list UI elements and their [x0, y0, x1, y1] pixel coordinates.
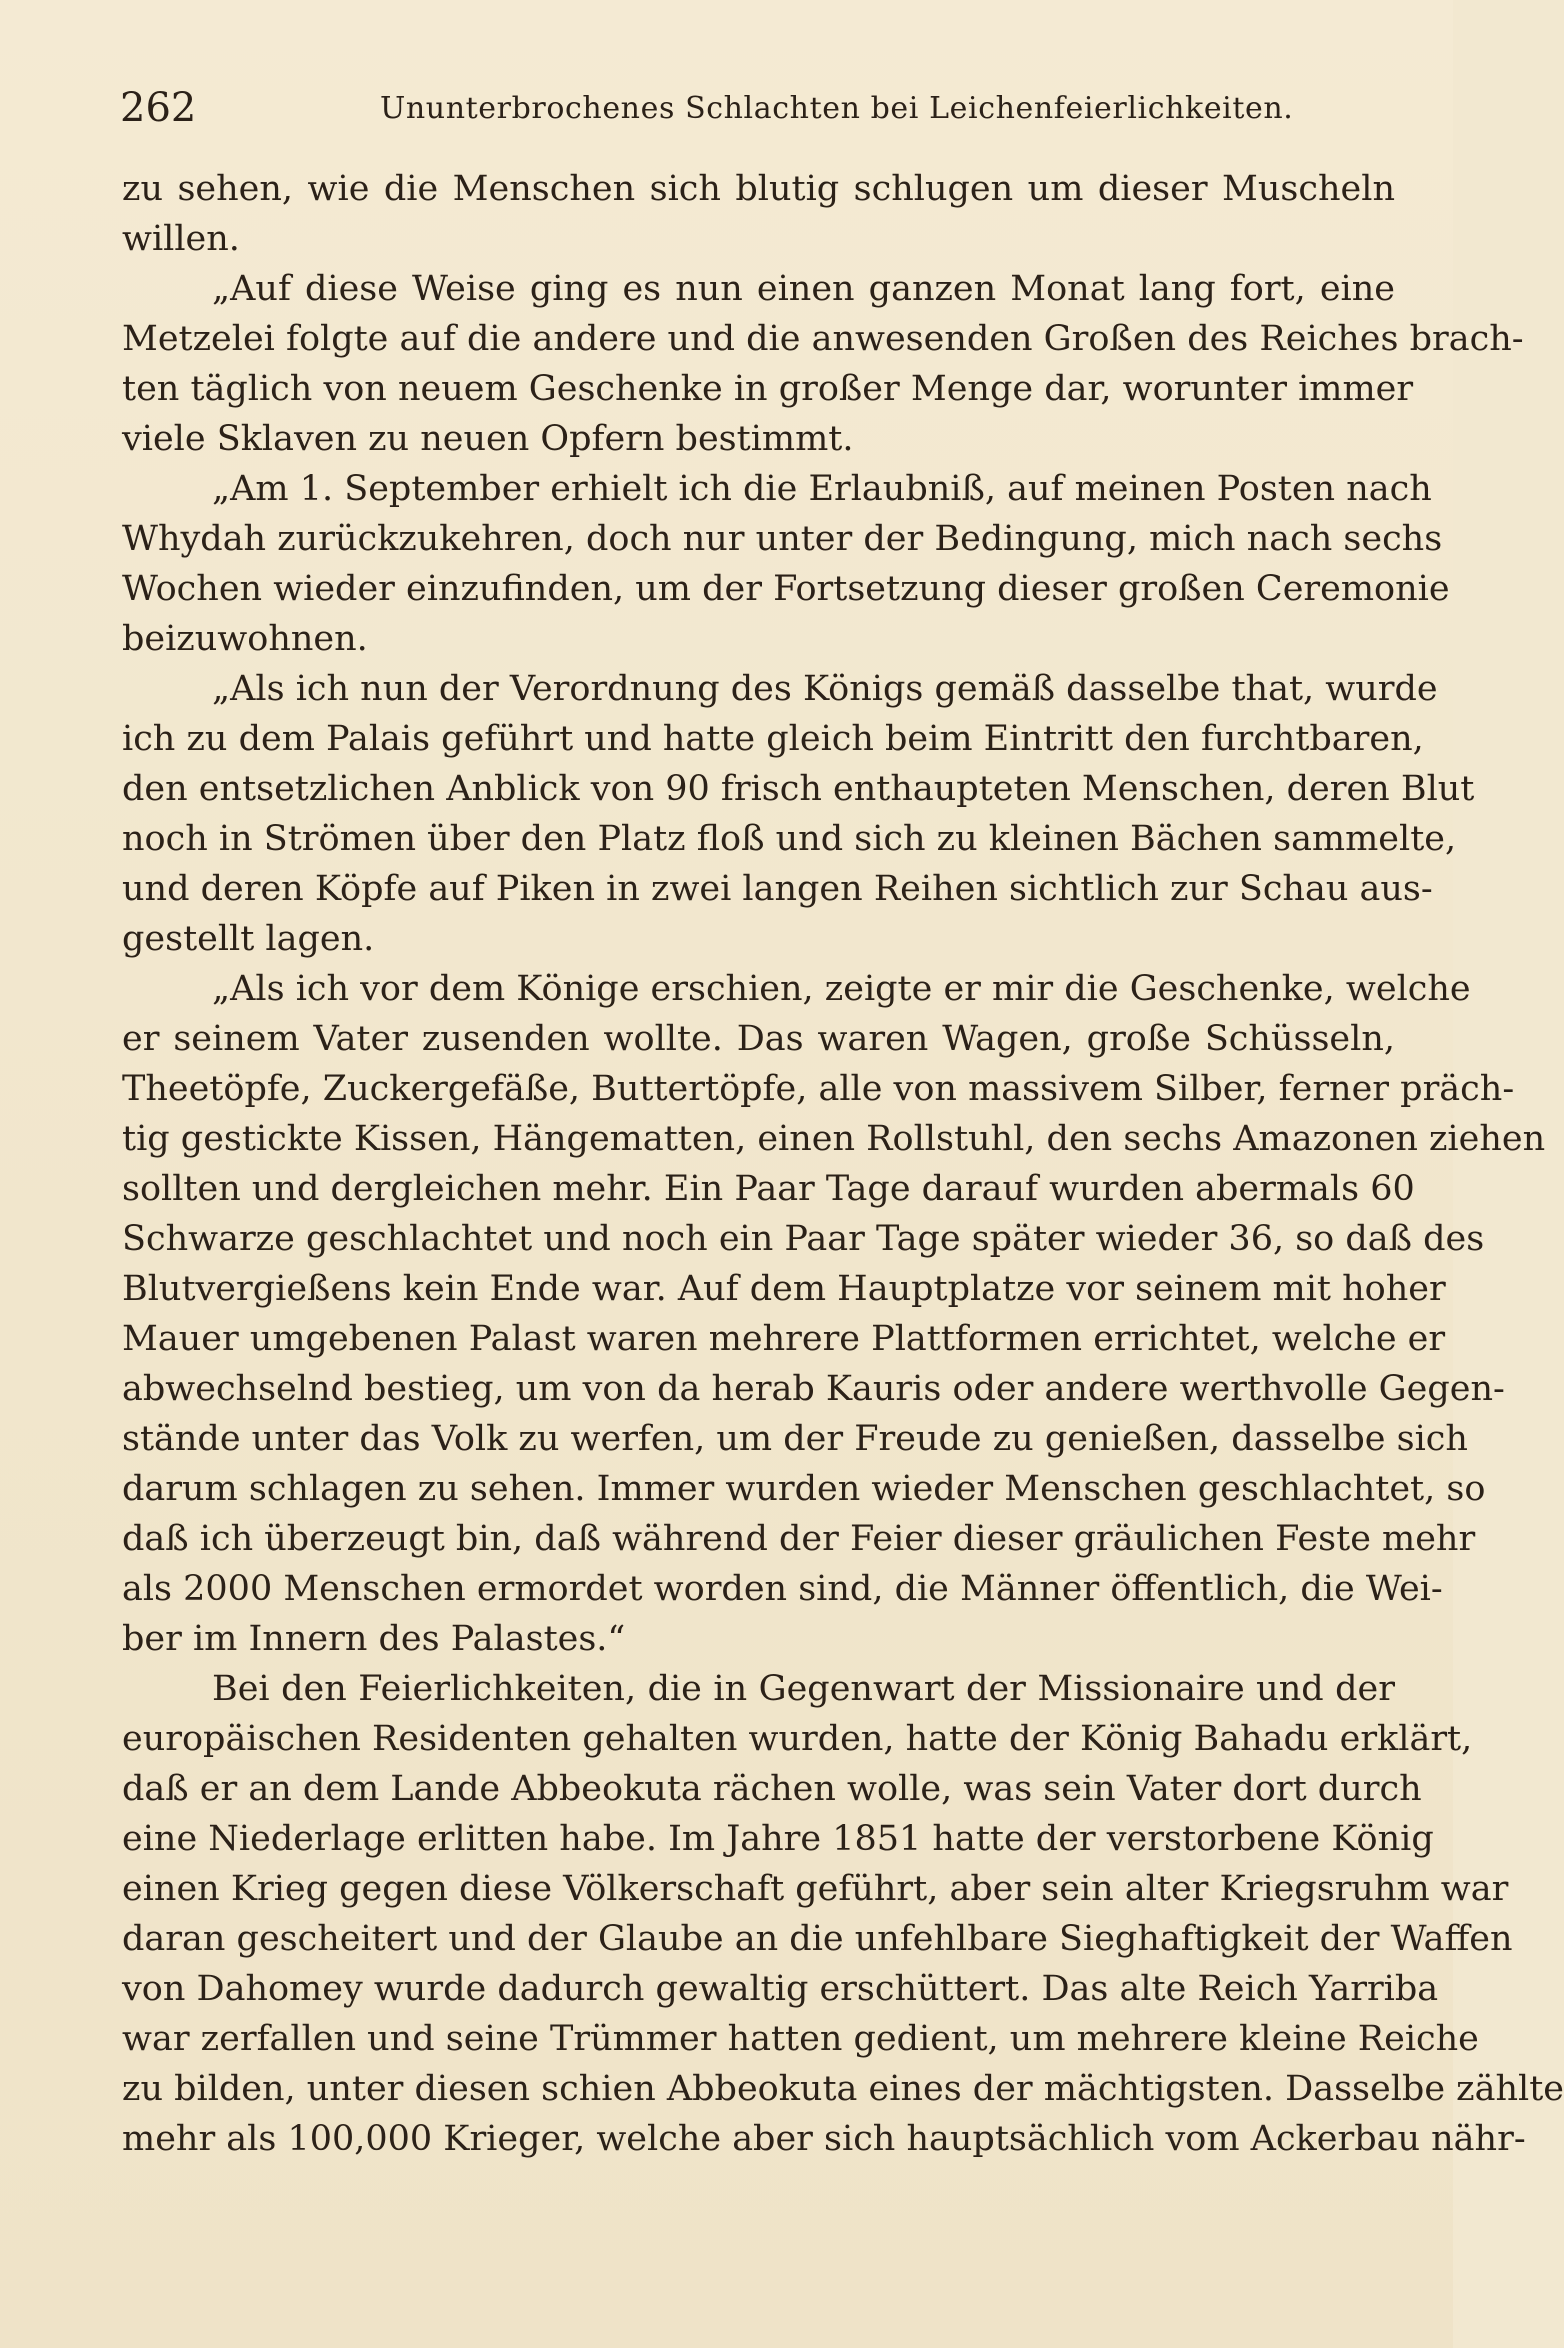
text-line: „Als ich nun der Verordnung des Königs gemäß dasselbe that, wurde [212, 669, 1438, 709]
page-header [120, 78, 1390, 138]
text-line: Whydah zurückzukehren, doch nur unter der Bedingung, mich nach sechs [122, 519, 1443, 559]
text-line: zu sehen, wie die Menschen sich blutig schlugen um dieser Muscheln [122, 169, 1395, 209]
running-head: Ununterbrochenes Schlachten bei Leichenfeierlichkeiten. [380, 91, 1294, 126]
text-line: war zerfallen und seine Trümmer hatten gedient, um mehrere kleine Reiche [122, 2019, 1479, 2059]
body-text [122, 164, 1564, 2164]
text-line: von Dahomey wurde dadurch gewaltig erschüttert. Das alte Reich Yarriba [122, 1969, 1439, 2009]
text-line: eine Niederlage erlitten habe. Im Jahre 1851 hatte der verstorbene König [122, 1819, 1434, 1859]
text-line: Metzelei folgte auf die andere und die anwesenden Großen des Reiches brach- [122, 319, 1524, 359]
text-line: Schwarze geschlachtet und noch ein Paar Tage später wieder 36, so daß des [122, 1219, 1485, 1259]
text-line: abwechselnd bestieg, um von da herab Kauris oder andere werthvolle Gegen- [122, 1369, 1505, 1409]
text-line: „Auf diese Weise ging es nun einen ganzen Monat lang fort, eine [212, 269, 1395, 309]
text-line: Mauer umgebenen Palast waren mehrere Plattformen errichtet, welche er [122, 1319, 1446, 1359]
text-line: beizuwohnen. [122, 619, 368, 659]
text-line: noch in Strömen über den Platz floß und sich zu kleinen Bächen sammelte, [122, 819, 1457, 859]
text-line: tig gestickte Kissen, Hängematten, einen Rollstuhl, den sechs Amazonen ziehen [122, 1119, 1546, 1159]
text-line: den entsetzlichen Anblick von 90 frisch enthaupteten Menschen, deren Blut [122, 769, 1475, 809]
text-line: Wochen wieder einzufinden, um der Fortsetzung dieser großen Ceremonie [122, 569, 1450, 609]
text-line: europäischen Residenten gehalten wurden, hatte der König Bahadu erklärt, [122, 1719, 1473, 1759]
text-line: Bei den Feierlichkeiten, die in Gegenwart der Missionaire und der [212, 1669, 1395, 1709]
text-line: er seinem Vater zusenden wollte. Das waren Wagen, große Schüsseln, [122, 1019, 1395, 1059]
text-line: mehr als 100,000 Krieger, welche aber sich hauptsächlich vom Ackerbau nähr- [122, 2119, 1526, 2159]
text-line: daran gescheitert und der Glaube an die unfehlbare Sieghaftigkeit der Waffen [122, 1919, 1513, 1959]
text-line: stände unter das Volk zu werfen, um der Freude zu genießen, dasselbe sich [122, 1419, 1468, 1459]
text-line: gestellt lagen. [122, 919, 375, 959]
page-number: 262 [120, 85, 197, 131]
text-line: willen. [122, 219, 240, 259]
text-line: ber im Innern des Palastes.“ [122, 1619, 626, 1659]
text-line: ten täglich von neuem Geschenke in großer Menge dar, worunter immer [122, 369, 1414, 409]
text-line: viele Sklaven zu neuen Opfern bestimmt. [122, 419, 854, 459]
text-line: „Am 1. September erhielt ich die Erlaubniß, auf meinen Posten nach [212, 469, 1432, 509]
text-line: Theetöpfe, Zuckergefäße, Buttertöpfe, alle von massivem Silber, ferner präch- [122, 1069, 1515, 1109]
text-line: zu bilden, unter diesen schien Abbeokuta eines der mächtigsten. Dasselbe zählte [122, 2069, 1564, 2109]
text-line: und deren Köpfe auf Piken in zwei langen Reihen sichtlich zur Schau aus- [122, 869, 1433, 909]
text-line: ich zu dem Palais geführt und hatte gleich beim Eintritt den furchtbaren, [122, 719, 1424, 759]
text-line: daß er an dem Lande Abbeokuta rächen wolle, was sein Vater dort durch [122, 1769, 1422, 1809]
text-line: daß ich überzeugt bin, daß während der Feier dieser gräulichen Feste mehr [122, 1519, 1476, 1559]
text-line: einen Krieg gegen diese Völkerschaft geführt, aber sein alter Kriegsruhm war [122, 1869, 1509, 1909]
text-line: darum schlagen zu sehen. Immer wurden wieder Menschen geschlachtet, so [122, 1469, 1486, 1509]
text-line: Blutvergießens kein Ende war. Auf dem Hauptplatze vor seinem mit hoher [122, 1269, 1446, 1309]
text-line: sollten und dergleichen mehr. Ein Paar Tage darauf wurden abermals 60 [122, 1169, 1415, 1209]
text-line: „Als ich vor dem Könige erschien, zeigte er mir die Geschenke, welche [212, 969, 1471, 1009]
text-line: als 2000 Menschen ermordet worden sind, die Männer öffentlich, die Wei- [122, 1569, 1443, 1609]
